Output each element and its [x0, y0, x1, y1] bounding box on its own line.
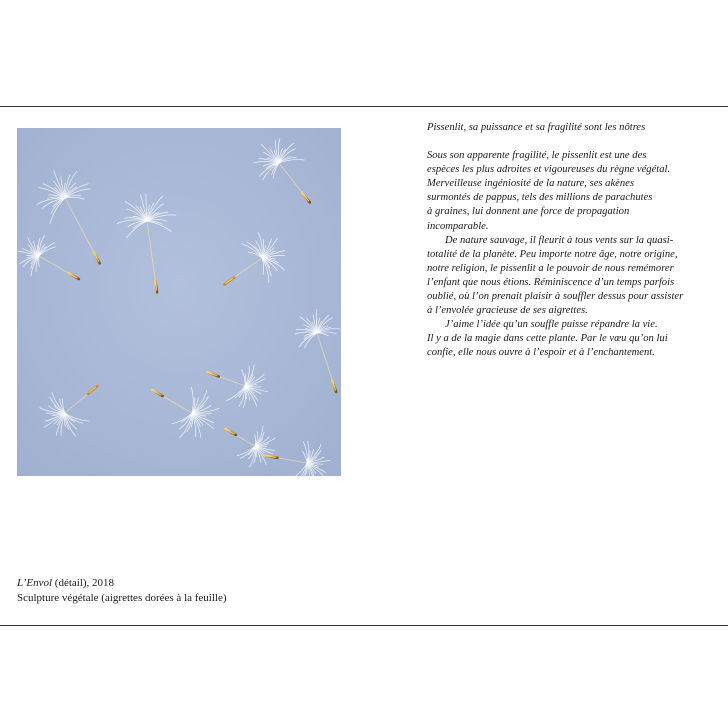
text-line: J’aime l’idée qu’un souffle puisse répandre la vie. [445, 319, 658, 331]
text-line: oublié, où l’on prenait plaisir à souffler dessus pour assister [427, 291, 684, 303]
text-line: confie, elle nous ouvre à l’espoir et à l’enchantement. [427, 347, 655, 359]
work-medium: Sculpture végétale (aigrettes dorées à la feuille) [17, 592, 227, 604]
caption-title-line [17, 576, 227, 591]
text-line: surmontés de pappus, tels des millions de parachutes [427, 192, 653, 204]
text-line: totalité de la planète. Peu importe notre âge, notre origine, [427, 248, 678, 260]
text-line: l’enfant que nous étions. Réminiscence d’un temps parfois [427, 276, 675, 288]
text-line: à graines, lui donnent une force de propagation [427, 206, 630, 218]
text-line: Sous son apparente fragilité, le pissenlit est une des [427, 150, 647, 162]
bottom-rule [0, 625, 728, 626]
text-line: incomparable. [427, 220, 489, 232]
text-line: espèces les plus adroites et vigoureuses du règne végétal. [427, 164, 671, 176]
text-line: notre religion, le pissenlit a le pouvoir de nous remémorer [427, 262, 674, 274]
text-line: Il y a de la magie dans cette plante. Par le vœu qu’on lui [427, 333, 668, 345]
essay-text [427, 121, 717, 361]
top-rule [0, 106, 728, 107]
work-title: L’Envol [17, 577, 53, 589]
text-line: Merveilleuse ingéniosité de la nature, ses akènes [427, 178, 635, 190]
paragraph-1 [427, 149, 717, 234]
dandelion-seeds-photo [17, 128, 341, 476]
paragraph-2 [427, 234, 717, 319]
work-detail: (détail), 2018 [52, 577, 115, 589]
paragraph-3 [427, 318, 717, 360]
text-line: à l’envolée gracieuse de ses aigrettes. [427, 305, 588, 317]
essay-title: Pissenlit, sa puissance et sa fragilité sont les nôtres [427, 122, 646, 133]
text-line: De nature sauvage, il fleurit à tous vents sur la quasi- [445, 234, 674, 246]
artwork-caption [17, 576, 227, 606]
